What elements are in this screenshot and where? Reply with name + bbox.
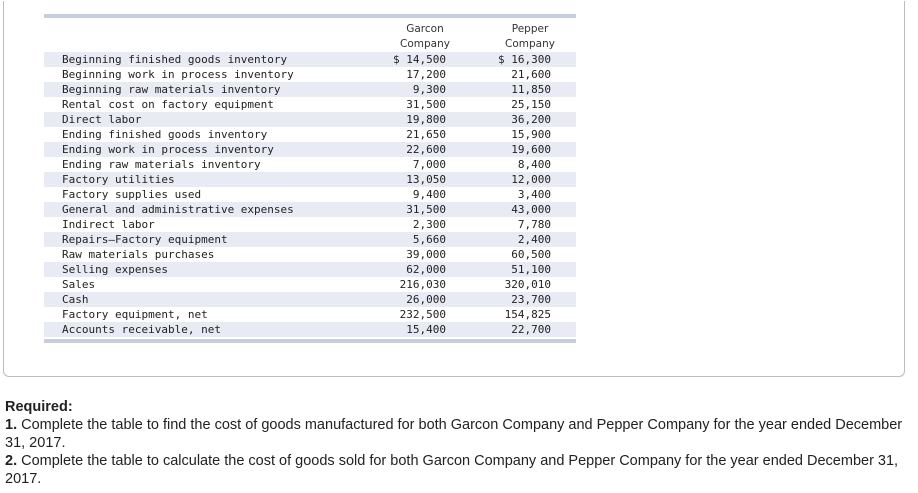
pepper-value: 154,825 <box>504 308 551 321</box>
pepper-value: 8,400 <box>517 158 551 171</box>
row-label: Indirect labor <box>62 218 155 231</box>
pepper-value: 23,700 <box>511 293 551 306</box>
garcon-value: 62,000 <box>406 263 446 276</box>
table-row <box>44 97 576 112</box>
pepper-value: 21,600 <box>511 68 551 81</box>
item-1-number: 1. <box>5 417 18 433</box>
table-row <box>44 307 576 322</box>
row-label: Selling expenses <box>62 263 168 276</box>
garcon-value: 26,000 <box>406 293 446 306</box>
garcon-value: 13,050 <box>406 173 446 186</box>
table-row <box>44 67 576 82</box>
garcon-column-header <box>380 22 470 52</box>
garcon-value: 22,600 <box>406 143 446 156</box>
table-row <box>44 157 576 172</box>
pepper-value: 3,400 <box>517 188 551 201</box>
data-table <box>44 14 576 343</box>
garcon-value: 15,400 <box>406 323 446 336</box>
garcon-value: 17,200 <box>406 68 446 81</box>
pepper-value: 60,500 <box>511 248 551 261</box>
pepper-value: 36,200 <box>511 113 551 126</box>
pepper-value: 11,850 <box>511 83 551 96</box>
garcon-value: 9,300 <box>412 83 446 96</box>
pepper-value: 22,700 <box>511 323 551 336</box>
pepper-value: 15,900 <box>511 128 551 141</box>
row-label: Repairs—Factory equipment <box>62 233 228 246</box>
pepper-value: 320,010 <box>504 278 551 291</box>
row-label: Cash <box>62 293 89 306</box>
table-row <box>44 142 576 157</box>
row-label: Direct labor <box>62 113 142 126</box>
pepper-value: 7,780 <box>517 218 551 231</box>
pepper-value: 12,000 <box>511 173 551 186</box>
table-bottom-rule <box>44 339 576 343</box>
row-label: Ending work in process inventory <box>62 143 274 156</box>
garcon-header-line2: Company <box>400 38 450 50</box>
table-row <box>44 202 576 217</box>
row-label: Sales <box>62 278 96 291</box>
required-item-1 <box>5 416 910 452</box>
table-row <box>44 292 576 307</box>
table-row <box>44 262 576 277</box>
item-2-text: Complete the table to calculate the cost of goods sold for both Garcon Company and Pepper Company for the year ended December 31, 2017. <box>5 453 899 487</box>
table-row <box>44 277 576 292</box>
table-row <box>44 82 576 97</box>
garcon-value: 5,660 <box>412 233 446 246</box>
table-body <box>44 52 576 337</box>
item-2-number: 2. <box>5 453 18 469</box>
required-item-2 <box>5 452 910 488</box>
item-1-text: Complete the table to find the cost of goods manufactured for both Garcon Company and Pepper Company for the year ended December 31, 2017. <box>5 417 903 451</box>
row-label: Rental cost on factory equipment <box>62 98 274 111</box>
garcon-value: 31,500 <box>406 98 446 111</box>
required-section <box>5 398 910 488</box>
garcon-value: $ 14,500 <box>393 53 446 66</box>
row-label: Beginning finished goods inventory <box>62 53 288 66</box>
garcon-value: 216,030 <box>399 278 446 291</box>
table-row <box>44 172 576 187</box>
pepper-column-header <box>485 22 575 52</box>
row-label: Raw materials purchases <box>62 248 215 261</box>
pepper-value: 19,600 <box>511 143 551 156</box>
table-row <box>44 247 576 262</box>
table-row <box>44 112 576 127</box>
row-label: Beginning raw materials inventory <box>62 83 281 96</box>
table-row <box>44 127 576 142</box>
garcon-value: 7,000 <box>412 158 446 171</box>
table-row <box>44 187 576 202</box>
garcon-value: 21,650 <box>406 128 446 141</box>
pepper-value: 43,000 <box>511 203 551 216</box>
pepper-header-line1: Pepper <box>511 23 549 35</box>
table-header <box>44 18 576 52</box>
row-label: Accounts receivable, net <box>62 323 221 336</box>
garcon-value: 2,300 <box>412 218 446 231</box>
pepper-header-line2: Company <box>505 38 555 50</box>
table-row <box>44 322 576 337</box>
row-label: Beginning work in process inventory <box>62 68 294 81</box>
row-label: Ending raw materials inventory <box>62 158 261 171</box>
pepper-value: 51,100 <box>511 263 551 276</box>
table-row <box>44 52 576 67</box>
garcon-value: 9,400 <box>412 188 446 201</box>
pepper-value: 2,400 <box>517 233 551 246</box>
garcon-value: 31,500 <box>406 203 446 216</box>
garcon-header-line1: Garcon <box>406 23 444 35</box>
table-row <box>44 217 576 232</box>
row-label: Ending finished goods inventory <box>62 128 268 141</box>
row-label: General and administrative expenses <box>62 203 294 216</box>
table-row <box>44 232 576 247</box>
pepper-value: $ 16,300 <box>498 53 551 66</box>
garcon-value: 39,000 <box>406 248 446 261</box>
garcon-value: 19,800 <box>406 113 446 126</box>
garcon-value: 232,500 <box>399 308 446 321</box>
row-label: Factory utilities <box>62 173 175 186</box>
row-label: Factory supplies used <box>62 188 202 201</box>
pepper-value: 25,150 <box>511 98 551 111</box>
required-title: Required: <box>5 399 73 415</box>
row-label: Factory equipment, net <box>62 308 208 321</box>
